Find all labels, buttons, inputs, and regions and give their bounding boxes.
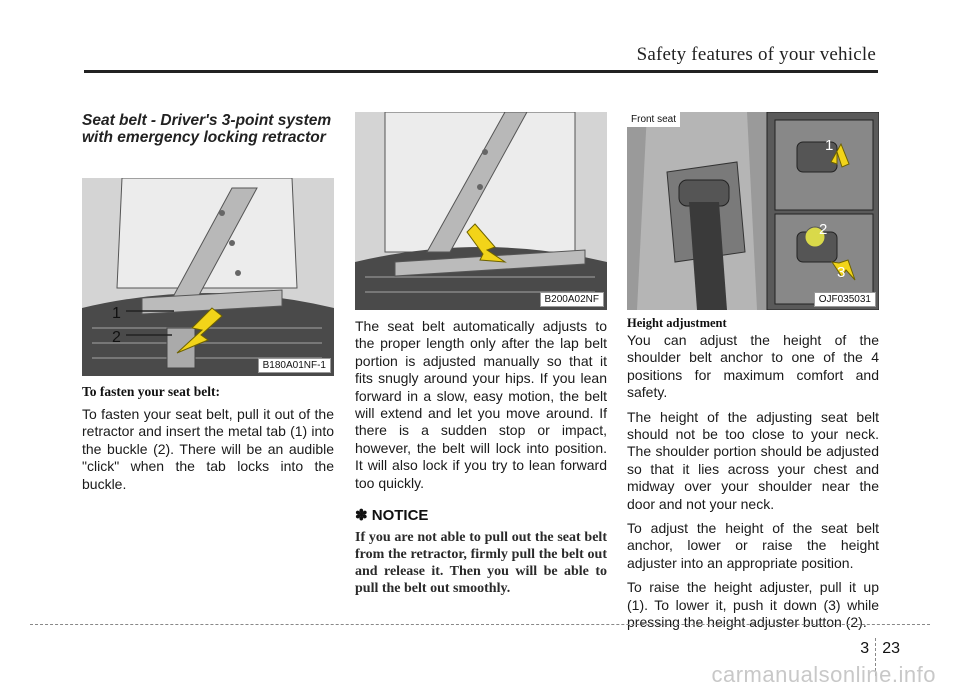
lap-belt-illustration [355, 112, 607, 310]
callout-3: 3 [837, 264, 846, 281]
column-2 [355, 112, 607, 597]
figure-fasten-belt [82, 178, 334, 376]
figure-code: B180A01NF-1 [258, 358, 331, 373]
figure-code: OJF035031 [814, 292, 876, 307]
column-1 [82, 112, 334, 493]
height-adjuster-illustration [627, 112, 879, 310]
footer-rule [30, 624, 930, 625]
section-title: Seat belt - Driver's 3-point system with emergency locking retractor [82, 112, 332, 146]
paragraph: To raise the height adjuster, pull it up (1). To lower it, push it down (3) while pressing the height adjuster button (2). [627, 579, 879, 631]
figure-label: Front seat [627, 112, 680, 127]
page-header-title: Safety features of your vehicle [636, 44, 876, 65]
figure-lap-belt [355, 112, 607, 310]
paragraph: The seat belt automatically adjusts to the proper length only after the lap belt portion is adjusted manually so that it fits snugly around your hips. If you lean forward in a slow, easy motion, the belt will extend and let you move around. If there is a sudden stop or impact, however, the belt will lock into position. It will also lock if you try to lean forward too quickly. [355, 318, 607, 491]
subhead-fasten: To fasten your seat belt: [82, 384, 220, 399]
notice-text: If you are not able to pull out the seat belt from the retractor, firmly pull the belt out and release it. Then you will be able to pull the belt out smoothly. [355, 530, 607, 597]
callout-1: 1 [112, 305, 121, 322]
callout-2: 2 [112, 329, 121, 346]
figure-height-adjust [627, 112, 879, 310]
column-3 [627, 112, 879, 632]
callout-1: 1 [825, 137, 834, 154]
fasten-belt-illustration [82, 178, 334, 376]
chapter-number: 3 [860, 640, 870, 657]
paragraph: To fasten your seat belt, pull it out of the retractor and insert the metal tab (1) into the buckle (2). There will be an audible "click" when the tab locks into the buckle. [82, 406, 334, 492]
paragraph: The height of the adjusting seat belt should not be too close to your neck. The shoulder portion should be adjusted so that it lies across your chest and midway over your shoulder near the door and not your neck. [627, 408, 879, 512]
figure-code: B200A02NF [540, 292, 604, 307]
paragraph: To adjust the height of the seat belt anchor, lower or raise the height adjuster into an appropriate position. [627, 520, 879, 571]
notice-heading: ✽ NOTICE [355, 507, 429, 525]
watermark: carmanualsonline.info [711, 662, 936, 687]
header-rule [84, 70, 878, 73]
callout-2: 2 [819, 221, 828, 238]
subhead-height: Height adjustment [627, 316, 727, 330]
page-number-value: 23 [882, 640, 900, 657]
paragraph: You can adjust the height of the shoulder belt anchor to one of the 4 positions for maximum comfort and safety. [627, 332, 879, 401]
